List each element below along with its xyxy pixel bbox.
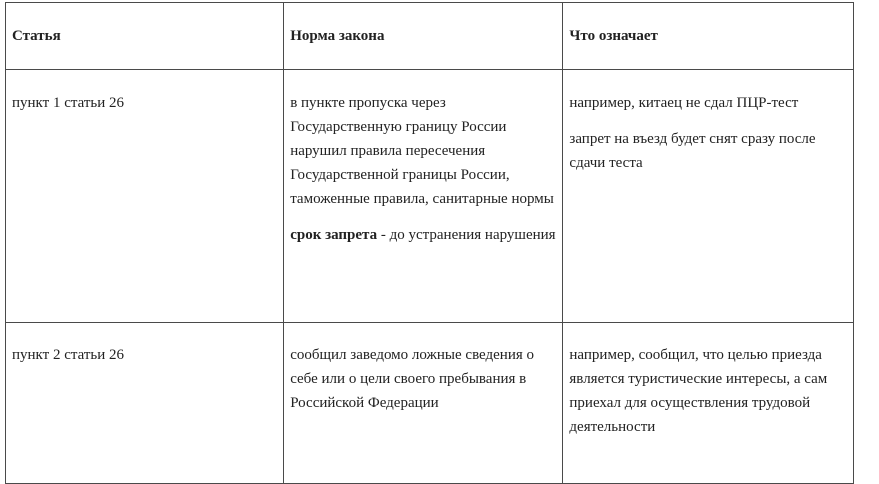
meaning-note: запрет на въезд будет снят сразу после сдачи теста (569, 131, 816, 171)
ban-term-value: - до устранения нарушения (377, 227, 556, 243)
header-row (6, 3, 854, 70)
law-table (5, 2, 854, 484)
norm-text: сообщил заведомо ложные сведения о себе или о цели своего пребывания в Российской Федерации (290, 347, 535, 411)
ban-term (290, 223, 556, 247)
norm-cell (284, 323, 563, 484)
table-header (6, 3, 854, 70)
article-cell (6, 323, 284, 484)
meaning-example: например, сообщил, что целью приезда является туристические интересы, а сам приехал для осуществления трудовой деятельности (569, 347, 828, 435)
norm-text: в пункте пропуска через Государственную границу России нарушил правила пересечения Государственной границы России, таможенные правила, санитарные нормы (290, 95, 554, 207)
article-text: пункт 2 статьи 26 (12, 347, 125, 363)
table-row (6, 323, 854, 484)
header-norm: Норма закона (284, 3, 563, 70)
norm-cell (284, 70, 563, 323)
ban-term-label: срок запрета (290, 227, 378, 243)
header-meaning: Что означает (563, 3, 854, 70)
table-row (6, 70, 854, 323)
header-article: Статья (6, 3, 284, 70)
meaning-cell (563, 70, 854, 323)
article-cell (6, 70, 284, 323)
article-text: пункт 1 статьи 26 (12, 95, 125, 111)
meaning-cell (563, 323, 854, 484)
meaning-example: например, китаец не сдал ПЦР-тест (569, 95, 799, 111)
